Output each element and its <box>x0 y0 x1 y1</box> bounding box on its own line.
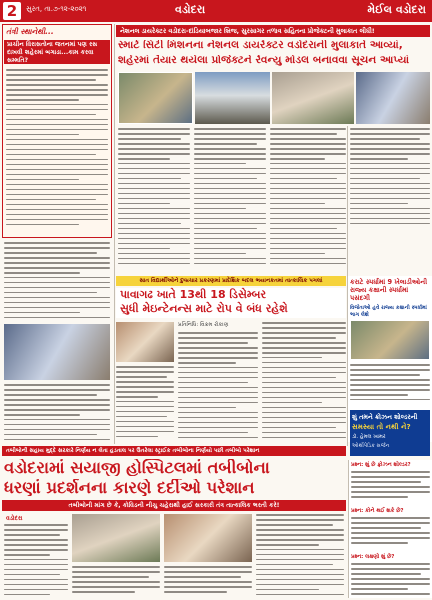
ropeway-headline-line1: પાવાગઢ ખાતે 13થી 18 ડિસેમ્બર <box>120 288 267 301</box>
left-column-text-2 <box>4 384 110 444</box>
lower-col3 <box>164 566 252 598</box>
photo-lake-visit <box>272 72 354 124</box>
brand-name: મેઈલ વડોદરા <box>367 3 426 16</box>
photo-project-site <box>356 72 430 124</box>
top-banner: નેશનલ ડાયરેક્ટર વડોદરા-દાંડિયાબજાર બ્રિજ, સુરસાગર તળાવ સહિતના પ્રોજેક્ટની મુલાકાત લીધી! <box>116 25 430 37</box>
photo-hospital-protest <box>164 514 252 562</box>
lower-headline-line1: વડોદરામાં સયાજી હોસ્પિટલમાં તબીબોના <box>4 459 270 477</box>
ropeway-headline-line2: સુધી મેઇન્ટેનન્સ માટે રોપ વે બંધ રહેશે <box>120 302 288 315</box>
photo-protest-doctors <box>72 514 160 562</box>
ropeway-col2 <box>262 322 346 442</box>
column-rule <box>347 126 348 446</box>
lower-headline-line2: ધરણાં પ્રદર્શનના કારણે દર્દીઓ પરેશાન <box>4 479 255 497</box>
top-headline-line2: શહેરમાં તૈયાર થયેલા પ્રોજેક્ટને રેવન્યુ મોડલ બનાવવા સૂચન આપ્યાં <box>118 55 410 66</box>
page-number: 2 <box>3 2 21 20</box>
ropeway-col0 <box>116 366 174 442</box>
photo-smart-city-bridge <box>195 72 270 124</box>
lower-byline: વડોદરા <box>6 515 23 522</box>
ropeway-col1 <box>178 332 258 442</box>
date-line: સુરત, તા.૭-૧૨-૨૦૨૧ <box>26 5 87 13</box>
karate-headline: કરાટે સ્પર્ધામાં 9 ખેલાડીઓની રાજ્ય કક્ષાની સ્પર્ધામાં પસંદગી <box>350 278 428 303</box>
yellow-strip: સાત વિદ્યાર્થીઓને દુષ્પ્રચાર પ્રકરણમાં પ્રાદેશિક બદલ ભયાનકતમાં તાત્કાલિક પગલાં <box>116 276 346 286</box>
qa-answer-2 <box>351 517 430 551</box>
qa-answer-1 <box>351 471 430 505</box>
photo-karate-players <box>350 320 430 360</box>
lower-col4 <box>256 514 344 598</box>
photo-ropeway <box>116 322 174 362</box>
top-story-col3 <box>270 128 346 273</box>
top-headline-line1: સ્માર્ટ સિટી મિશનના નેશનલ ડાયરેક્ટર વડોદરાની મુલાકાતે આવ્યાં, <box>118 40 403 51</box>
top-story-col4 <box>350 128 430 228</box>
ad-title-line2: સમસ્યા તો નથી ને? <box>352 422 411 431</box>
ad-title-line1: શું તમને ક્રોઝન શોલ્ડરની <box>352 413 418 421</box>
editorial-body <box>6 69 108 234</box>
lower-deck: તબીબોની માંગ છે કે, કોવિડની નીચુ ચહેરાથી હાઈ સરકારી તંત્ર તાત્કાલિક ભરતી કરે! <box>2 500 346 511</box>
left-story-text <box>4 242 110 322</box>
karate-deck: વિજેતાઓ હવે રાજ્ય કક્ષાની સ્પર્ધામાં ભાગ લેશે <box>350 305 427 318</box>
photo-officials-meeting <box>118 72 193 124</box>
column-rule <box>114 24 115 444</box>
qa-question-3: પ્રશ્ન: લક્ષણો શું છે? <box>351 554 395 560</box>
top-story-col2 <box>194 128 266 273</box>
karate-text <box>350 364 430 408</box>
qa-question-2: પ્રશ્ન: કોને થઈ શકે છે? <box>351 508 404 514</box>
ad-doctor-name: ડૉ. હેમલ ખામર <box>352 434 386 440</box>
ad-speciality: ઓર્થોપેડિક સર્જન <box>352 443 390 449</box>
qa-answer-3 <box>351 563 430 598</box>
editorial-kicker: તંત્રી સ્થાનેથી... <box>6 27 54 36</box>
lower-col1 <box>4 524 68 598</box>
lower-kicker: તબીબોની સહાય મુદ્દે સરકારે નિર્ણય ન લેતા હડતાલ પર ઉતરેલા સ્ટ્રાઈક તબીબોના નિર્ણયો પછી તબીબો પરેશાન <box>2 446 346 456</box>
qa-question-1: પ્રશ્ન: શું છે ફ્રોઝન શોલ્ડર? <box>351 462 411 468</box>
top-story-col1 <box>118 128 190 273</box>
karate-banner <box>350 232 430 234</box>
editorial-headline: પ્રાચીન વિરાસતોના જતનમાં પણ રસ દાખવી શહેરમાં બગાડા...કામ કરવા સમ્મતિ? <box>4 40 110 64</box>
lower-col2 <box>72 566 160 598</box>
photo-left-column <box>4 324 110 380</box>
section-title: વડોદરા <box>175 3 206 16</box>
ropeway-kicker: પ્રતિનિધિ: વિક્રમ રોકાણ <box>178 322 229 328</box>
